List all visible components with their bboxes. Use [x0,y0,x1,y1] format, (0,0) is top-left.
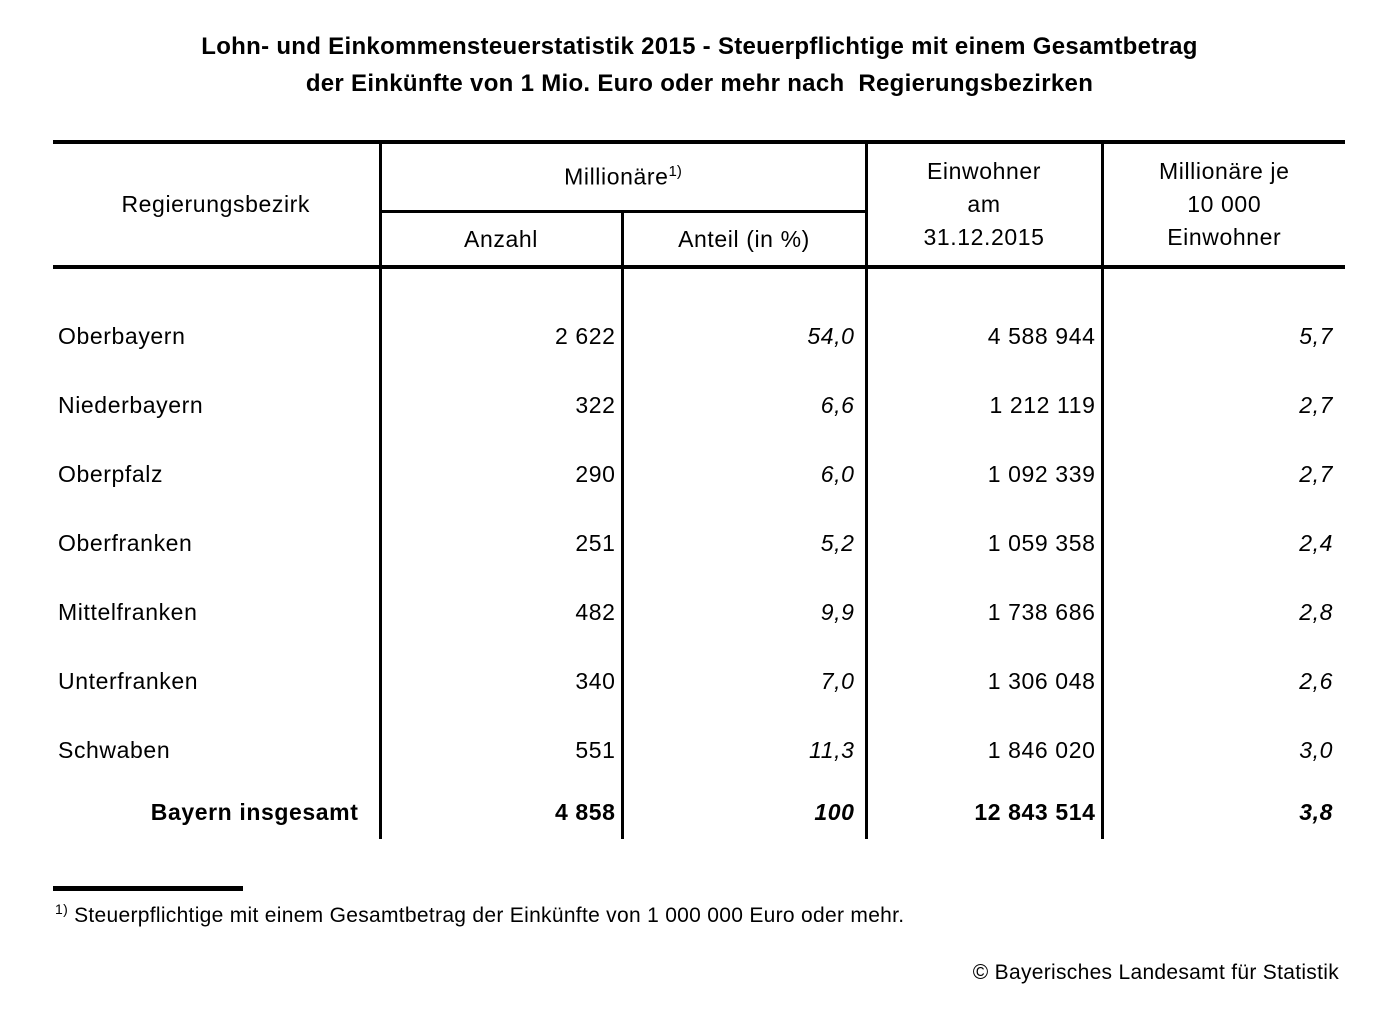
table-row-mittelfranken [53,578,1345,647]
header-einwohner-line-1: Einwohner [926,158,1042,184]
table-row-unterfranken [53,647,1345,716]
table-row-oberpfalz [53,440,1345,509]
cell-je-10000: 2,6 [1102,647,1345,716]
footnote-separator-rule [53,886,243,891]
table-row-niederbayern [53,371,1345,440]
cell-je-10000-total: 3,8 [1102,785,1345,839]
cell-region: Mittelfranken [58,599,198,625]
table-row-oberfranken [53,509,1345,578]
cell-je-10000: 2,7 [1102,371,1345,440]
cell-anzahl: 290 [380,440,622,509]
cell-anzahl: 322 [380,371,622,440]
footnote [55,901,904,928]
cell-anzahl: 2 622 [380,302,622,371]
header-einwohner-line-2: am [967,191,1001,217]
cell-anzahl-total: 4 858 [380,785,622,839]
header-millionaere-label: Millionäre [564,163,669,190]
cell-einwohner-total: 12 843 514 [866,785,1102,839]
copyright-notice: © Bayerisches Landesamt für Statistik [972,961,1339,984]
cell-einwohner: 4 588 944 [866,302,1102,371]
cell-einwohner: 1 846 020 [866,716,1102,785]
cell-region: Oberpfalz [58,461,164,487]
spacer-cell [622,267,866,302]
cell-region: Oberbayern [58,323,186,349]
header-je-line-1: Millionäre je [1158,158,1290,184]
spacer-cell [380,267,622,302]
cell-anzahl: 340 [380,647,622,716]
cell-anteil: 9,9 [622,578,866,647]
cell-je-10000: 2,8 [1102,578,1345,647]
spacer-cell [866,267,1102,302]
cell-einwohner: 1 306 048 [866,647,1102,716]
footnote-text: Steuerpflichtige mit einem Gesamtbetrag der Einkünfte von 1 000 000 Euro oder mehr. [74,904,905,927]
statistics-table [53,140,1345,839]
cell-region: Unterfranken [58,668,199,694]
header-je-line-3: Einwohner [1167,224,1282,250]
cell-je-10000: 2,7 [1102,440,1345,509]
cell-einwohner: 1 212 119 [866,371,1102,440]
cell-anteil: 5,2 [622,509,866,578]
header-regierungsbezirk: Regierungsbezirk [53,142,380,267]
header-millionaere-je-einwohner [1102,142,1345,267]
table-row-oberbayern [53,302,1345,371]
header-je-line-2: 10 000 [1187,191,1262,217]
spacer-cell [1102,267,1345,302]
header-einwohner [866,142,1102,267]
cell-anteil: 6,0 [622,440,866,509]
cell-je-10000: 5,7 [1102,302,1345,371]
cell-anzahl: 251 [380,509,622,578]
cell-anteil-total: 100 [622,785,866,839]
cell-je-10000: 3,0 [1102,716,1345,785]
table-row-schwaben [53,716,1345,785]
spacer-row [53,267,1345,302]
cell-region: Schwaben [58,737,171,763]
cell-anzahl: 482 [380,578,622,647]
cell-region-total: Bayern insgesamt [150,798,359,825]
header-millionaere [380,142,866,212]
header-anteil: Anteil (in %) [622,212,866,268]
footnote-marker-superscript: 1) [668,163,682,181]
cell-einwohner: 1 092 339 [866,440,1102,509]
cell-anzahl: 551 [380,716,622,785]
cell-je-10000: 2,4 [1102,509,1345,578]
cell-anteil: 11,3 [622,716,866,785]
title-line-1: Lohn- und Einkommensteuerstatistik 2015 - Steuerpflichtige mit einem Gesamtbetrag [201,33,1198,60]
cell-anteil: 54,0 [622,302,866,371]
header-einwohner-line-3: 31.12.2015 [923,224,1045,250]
cell-region: Niederbayern [58,392,204,418]
title-line-2: der Einkünfte von 1 Mio. Euro oder mehr nach Regierungsbezirken [305,70,1094,97]
cell-anteil: 6,6 [622,371,866,440]
cell-einwohner: 1 738 686 [866,578,1102,647]
cell-anteil: 7,0 [622,647,866,716]
spacer-cell [53,267,380,302]
footnote-marker: 1) [55,901,69,917]
page-title [0,28,1399,102]
header-anzahl: Anzahl [380,212,622,268]
table-row-total-bayern [53,785,1345,839]
cell-region: Oberfranken [58,530,193,556]
cell-einwohner: 1 059 358 [866,509,1102,578]
